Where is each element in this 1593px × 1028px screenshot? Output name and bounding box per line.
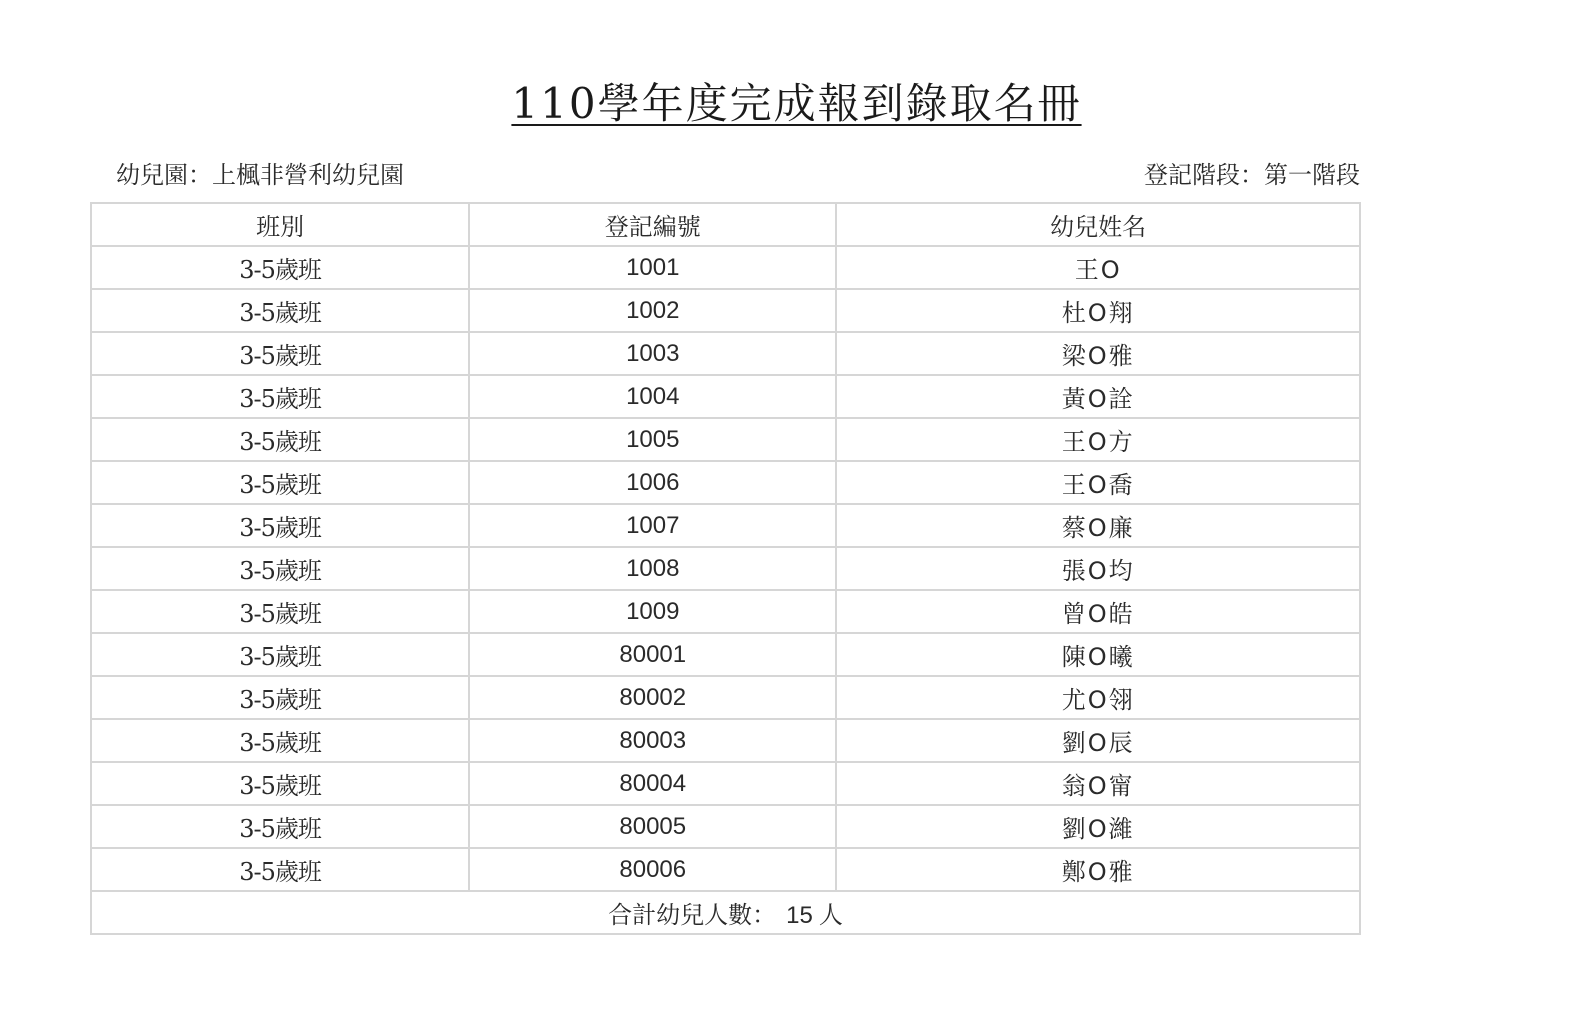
cell-class: 3-5歲班 <box>91 375 469 418</box>
cell-class: 3-5歲班 <box>91 633 469 676</box>
document-title <box>0 78 1593 130</box>
cell-registration-no: 80006 <box>469 848 836 891</box>
total-count: 15 <box>786 902 813 929</box>
table-row <box>91 418 1360 461</box>
cell-registration-no: 80004 <box>469 762 836 805</box>
cell-child-name: 翁O甯 <box>836 762 1360 805</box>
cell-child-name: 曾O皓 <box>836 590 1360 633</box>
cell-registration-no: 1007 <box>469 504 836 547</box>
cell-child-name: 黃O詮 <box>836 375 1360 418</box>
document-title-text: 110學年度完成報到錄取名冊 <box>511 79 1082 128</box>
cell-class: 3-5歲班 <box>91 246 469 289</box>
cell-child-name: 劉O濰 <box>836 805 1360 848</box>
table-row <box>91 547 1360 590</box>
registration-stage-label: 登記階段：第一階段 <box>1144 161 1360 189</box>
cell-child-name: 尤O翎 <box>836 676 1360 719</box>
cell-child-name: 王O喬 <box>836 461 1360 504</box>
cell-child-name: 梁O雅 <box>836 332 1360 375</box>
cell-class: 3-5歲班 <box>91 719 469 762</box>
total-summary <box>608 901 843 929</box>
cell-child-name: 蔡O廉 <box>836 504 1360 547</box>
cell-class: 3-5歲班 <box>91 418 469 461</box>
cell-child-name: 張O均 <box>836 547 1360 590</box>
cell-registration-no: 1005 <box>469 418 836 461</box>
cell-registration-no: 1008 <box>469 547 836 590</box>
table-row <box>91 805 1360 848</box>
cell-child-name: 劉O辰 <box>836 719 1360 762</box>
cell-registration-no: 80002 <box>469 676 836 719</box>
cell-child-name: 王O <box>836 246 1360 289</box>
cell-class: 3-5歲班 <box>91 504 469 547</box>
total-unit: 人 <box>818 901 843 929</box>
cell-registration-no: 1006 <box>469 461 836 504</box>
cell-class: 3-5歲班 <box>91 461 469 504</box>
cell-child-name: 鄭O雅 <box>836 848 1360 891</box>
cell-registration-no: 1003 <box>469 332 836 375</box>
total-cell <box>91 891 1360 934</box>
header-registration-no: 登記編號 <box>469 203 836 246</box>
cell-registration-no: 80005 <box>469 805 836 848</box>
cell-registration-no: 1004 <box>469 375 836 418</box>
header-class: 班別 <box>91 203 469 246</box>
total-row <box>91 891 1360 934</box>
table-row <box>91 332 1360 375</box>
cell-registration-no: 1009 <box>469 590 836 633</box>
header-child-name: 幼兒姓名 <box>836 203 1360 246</box>
table-row <box>91 504 1360 547</box>
table-row <box>91 633 1360 676</box>
cell-registration-no: 1001 <box>469 246 836 289</box>
admission-roster-table <box>90 202 1361 935</box>
table-row <box>91 762 1360 805</box>
cell-class: 3-5歲班 <box>91 547 469 590</box>
table-body <box>91 246 1360 891</box>
cell-class: 3-5歲班 <box>91 805 469 848</box>
cell-class: 3-5歲班 <box>91 762 469 805</box>
table-header-row <box>91 203 1360 246</box>
table-row <box>91 676 1360 719</box>
kindergarten-label: 幼兒園：上楓非營利幼兒園 <box>116 161 404 189</box>
table-row <box>91 719 1360 762</box>
cell-child-name: 陳O曦 <box>836 633 1360 676</box>
cell-class: 3-5歲班 <box>91 332 469 375</box>
table-row <box>91 289 1360 332</box>
table-row <box>91 461 1360 504</box>
cell-class: 3-5歲班 <box>91 590 469 633</box>
table-row <box>91 375 1360 418</box>
table-row <box>91 848 1360 891</box>
table-row <box>91 590 1360 633</box>
cell-class: 3-5歲班 <box>91 676 469 719</box>
cell-class: 3-5歲班 <box>91 848 469 891</box>
cell-child-name: 王O方 <box>836 418 1360 461</box>
cell-class: 3-5歲班 <box>91 289 469 332</box>
table-row <box>91 246 1360 289</box>
cell-child-name: 杜O翔 <box>836 289 1360 332</box>
cell-registration-no: 80001 <box>469 633 836 676</box>
total-label: 合計幼兒人數： <box>608 901 777 929</box>
cell-registration-no: 80003 <box>469 719 836 762</box>
cell-registration-no: 1002 <box>469 289 836 332</box>
